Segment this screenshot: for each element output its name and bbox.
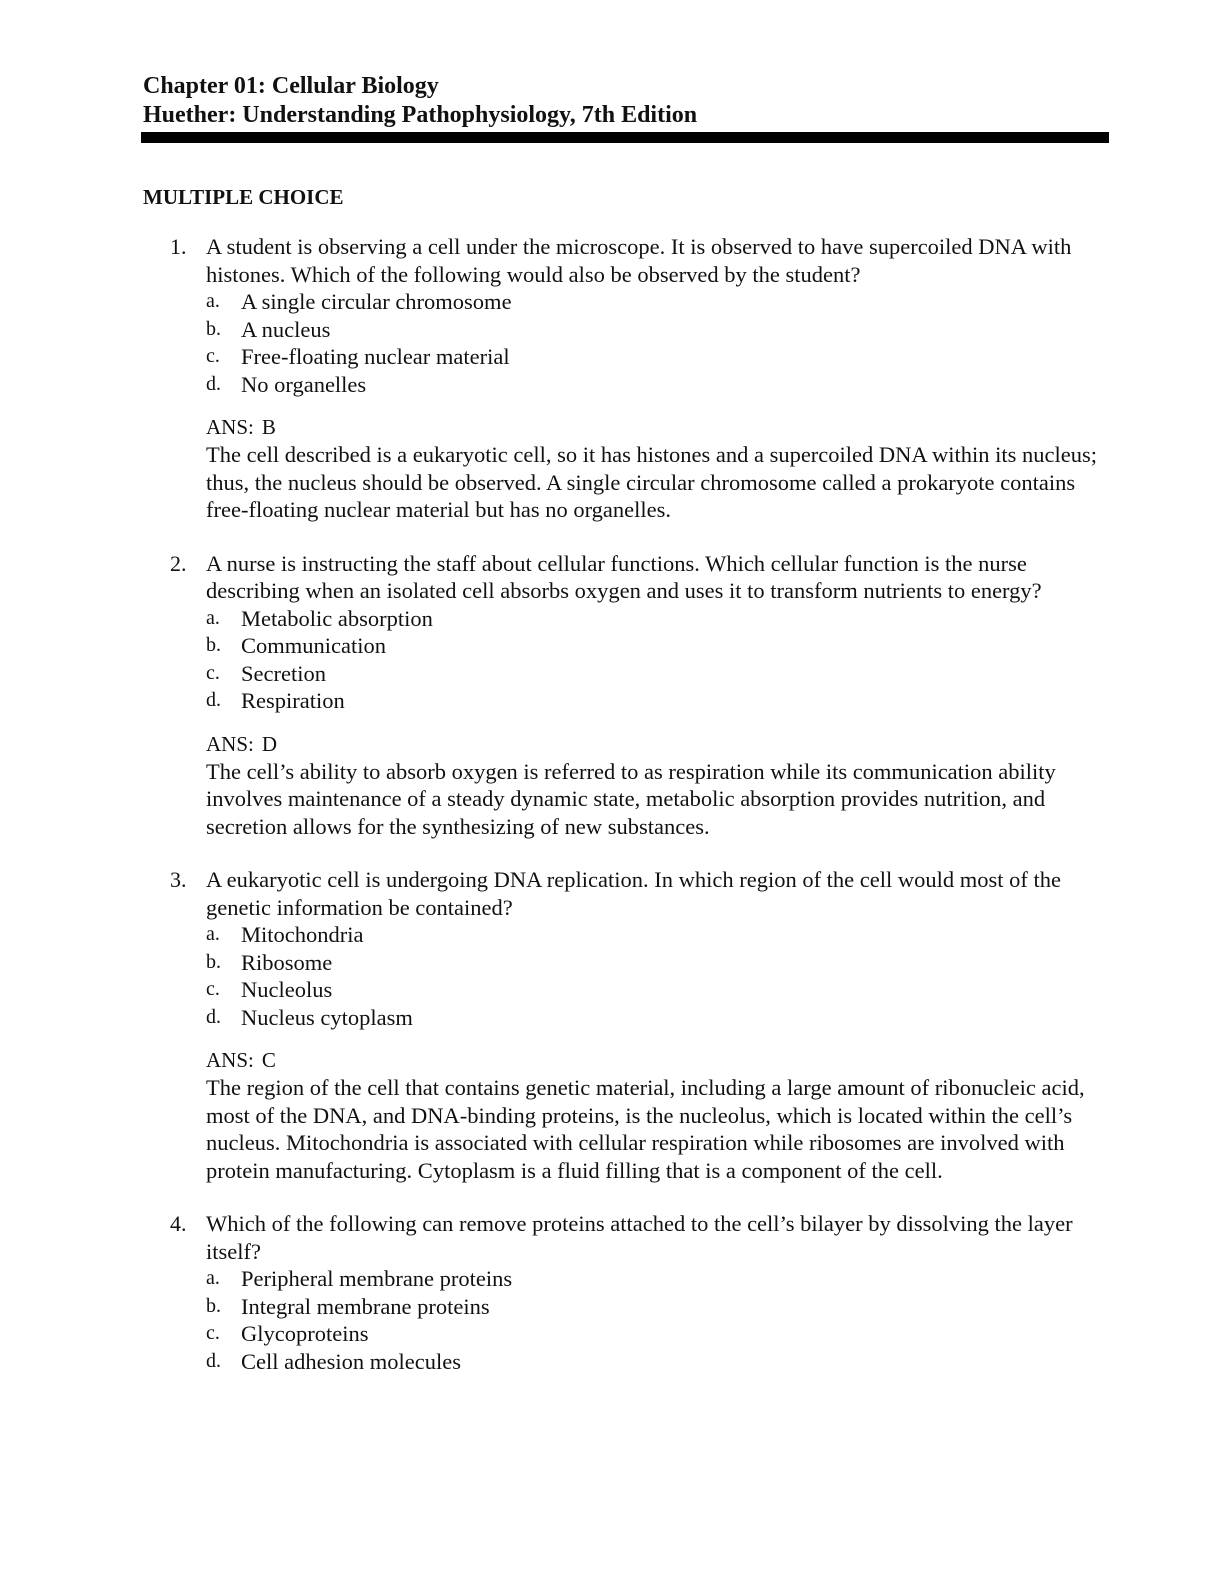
option-letter: c. [206, 1322, 220, 1344]
question-number: 3. [170, 867, 187, 892]
option-letter: c. [206, 978, 220, 1000]
answer-key [206, 731, 1115, 758]
option-text: Metabolic absorption [241, 605, 433, 631]
option-text: Respiration [241, 688, 345, 713]
option-letter: a. [206, 923, 220, 945]
option-text: Free-floating nuclear material [241, 344, 510, 369]
question-list [160, 233, 1115, 1401]
answer-key [206, 414, 1115, 441]
option-letter: d. [206, 689, 221, 711]
option-a [206, 921, 1115, 949]
book-title: Huether: Understanding Pathophysiology, 7th Edition [143, 102, 698, 128]
option-letter: b. [206, 950, 221, 973]
rationale: The region of the cell that contains genetic material, including a large amount of ribonucleic acid, most of the DNA, and DNA-binding proteins, is the nucleolus, which is located within the cell’s nucleus. Mitochondria is associated with cellular respiration while ribosomes are involved with protein manufacturing. Cytoplasm is a fluid filling that is a component of the cell. [206, 1075, 1085, 1183]
option-text: Mitochondria [241, 922, 364, 947]
option-letter: c. [206, 661, 220, 684]
answer-value: B [261, 415, 276, 439]
option-text: Peripheral membrane proteins [241, 1266, 513, 1291]
option-letter: b. [206, 317, 221, 340]
question-1 [160, 233, 1115, 524]
option-text: Secretion [241, 660, 326, 686]
option-c [206, 343, 1115, 371]
option-d [206, 1348, 1115, 1376]
answer-options [206, 1265, 1115, 1375]
question-3 [160, 866, 1115, 1184]
answer-value: D [261, 731, 278, 756]
option-b [206, 632, 1115, 660]
option-d [206, 1004, 1115, 1032]
option-b [206, 1293, 1115, 1321]
answer-value: C [261, 1048, 276, 1072]
option-a [206, 1265, 1115, 1293]
answer-block [206, 1047, 1115, 1184]
option-letter: a. [206, 606, 220, 629]
answer-key [206, 1047, 1115, 1074]
option-text: Communication [241, 633, 386, 658]
option-c [206, 660, 1115, 688]
option-letter: c. [206, 345, 220, 367]
option-letter: a. [206, 1267, 220, 1289]
option-letter: a. [206, 290, 220, 312]
question-stem: A eukaryotic cell is undergoing DNA replication. In which region of the cell would most of the genetic information be contained? [206, 867, 1062, 920]
header-rule [141, 132, 1109, 143]
rationale: The cell’s ability to absorb oxygen is referred to as respiration while its communication ability involves maintenance of a steady dynamic state, metabolic absorption provides nutrition, and secretion allows for the synthesizing of new substances. [206, 758, 1056, 839]
option-b [206, 949, 1115, 977]
option-text: Cell adhesion molecules [241, 1348, 461, 1374]
question-4 [160, 1210, 1115, 1375]
option-letter: b. [206, 634, 221, 656]
answer-options [206, 288, 1115, 398]
answer-label: ANS: [206, 1048, 254, 1072]
answer-label: ANS: [206, 731, 254, 756]
option-text: Nucleolus [241, 977, 333, 1002]
document-header [143, 72, 1109, 130]
option-text: No organelles [241, 371, 367, 397]
answer-options [206, 921, 1115, 1031]
question-stem: A nurse is instructing the staff about cellular functions. Which cellular function is the nurse describing when an isolated cell absorbs oxygen and uses it to transform nutrients to energy? [206, 550, 1042, 603]
option-letter: d. [206, 372, 221, 395]
answer-label: ANS: [206, 415, 254, 439]
option-text: Ribosome [241, 949, 333, 975]
option-c [206, 976, 1115, 1004]
question-stem: Which of the following can remove proteins attached to the cell’s bilayer by dissolving the layer itself? [206, 1211, 1073, 1264]
option-letter: d. [206, 1005, 221, 1028]
rationale: The cell described is a eukaryotic cell, so it has histones and a supercoiled DNA within its nucleus; thus, the nucleus should be observed. A single circular chromosome called a prokaryote contains free-floating nuclear material but has no organelles. [206, 442, 1098, 522]
option-text: Integral membrane proteins [241, 1293, 490, 1319]
option-text: Nucleus cytoplasm [241, 1004, 413, 1030]
answer-options [206, 605, 1115, 715]
option-d [206, 687, 1115, 715]
option-c [206, 1320, 1115, 1348]
option-letter: d. [206, 1349, 221, 1372]
section-title: MULTIPLE CHOICE [143, 185, 344, 209]
option-letter: b. [206, 1294, 221, 1317]
answer-block [206, 731, 1115, 841]
answer-block [206, 414, 1115, 524]
option-a [206, 605, 1115, 633]
chapter-title: Chapter 01: Cellular Biology [143, 73, 439, 99]
question-stem: A student is observing a cell under the microscope. It is observed to have supercoiled DNA with histones. Which of the following would also be observed by the student? [206, 234, 1072, 287]
option-d [206, 371, 1115, 399]
question-number: 2. [170, 550, 187, 576]
option-b [206, 316, 1115, 344]
question-number: 1. [170, 234, 187, 259]
option-a [206, 288, 1115, 316]
option-text: A nucleus [241, 316, 331, 342]
option-text: A single circular chromosome [241, 289, 512, 314]
question-2 [160, 550, 1115, 841]
option-text: Glycoproteins [241, 1321, 369, 1346]
question-number: 4. [170, 1211, 187, 1236]
